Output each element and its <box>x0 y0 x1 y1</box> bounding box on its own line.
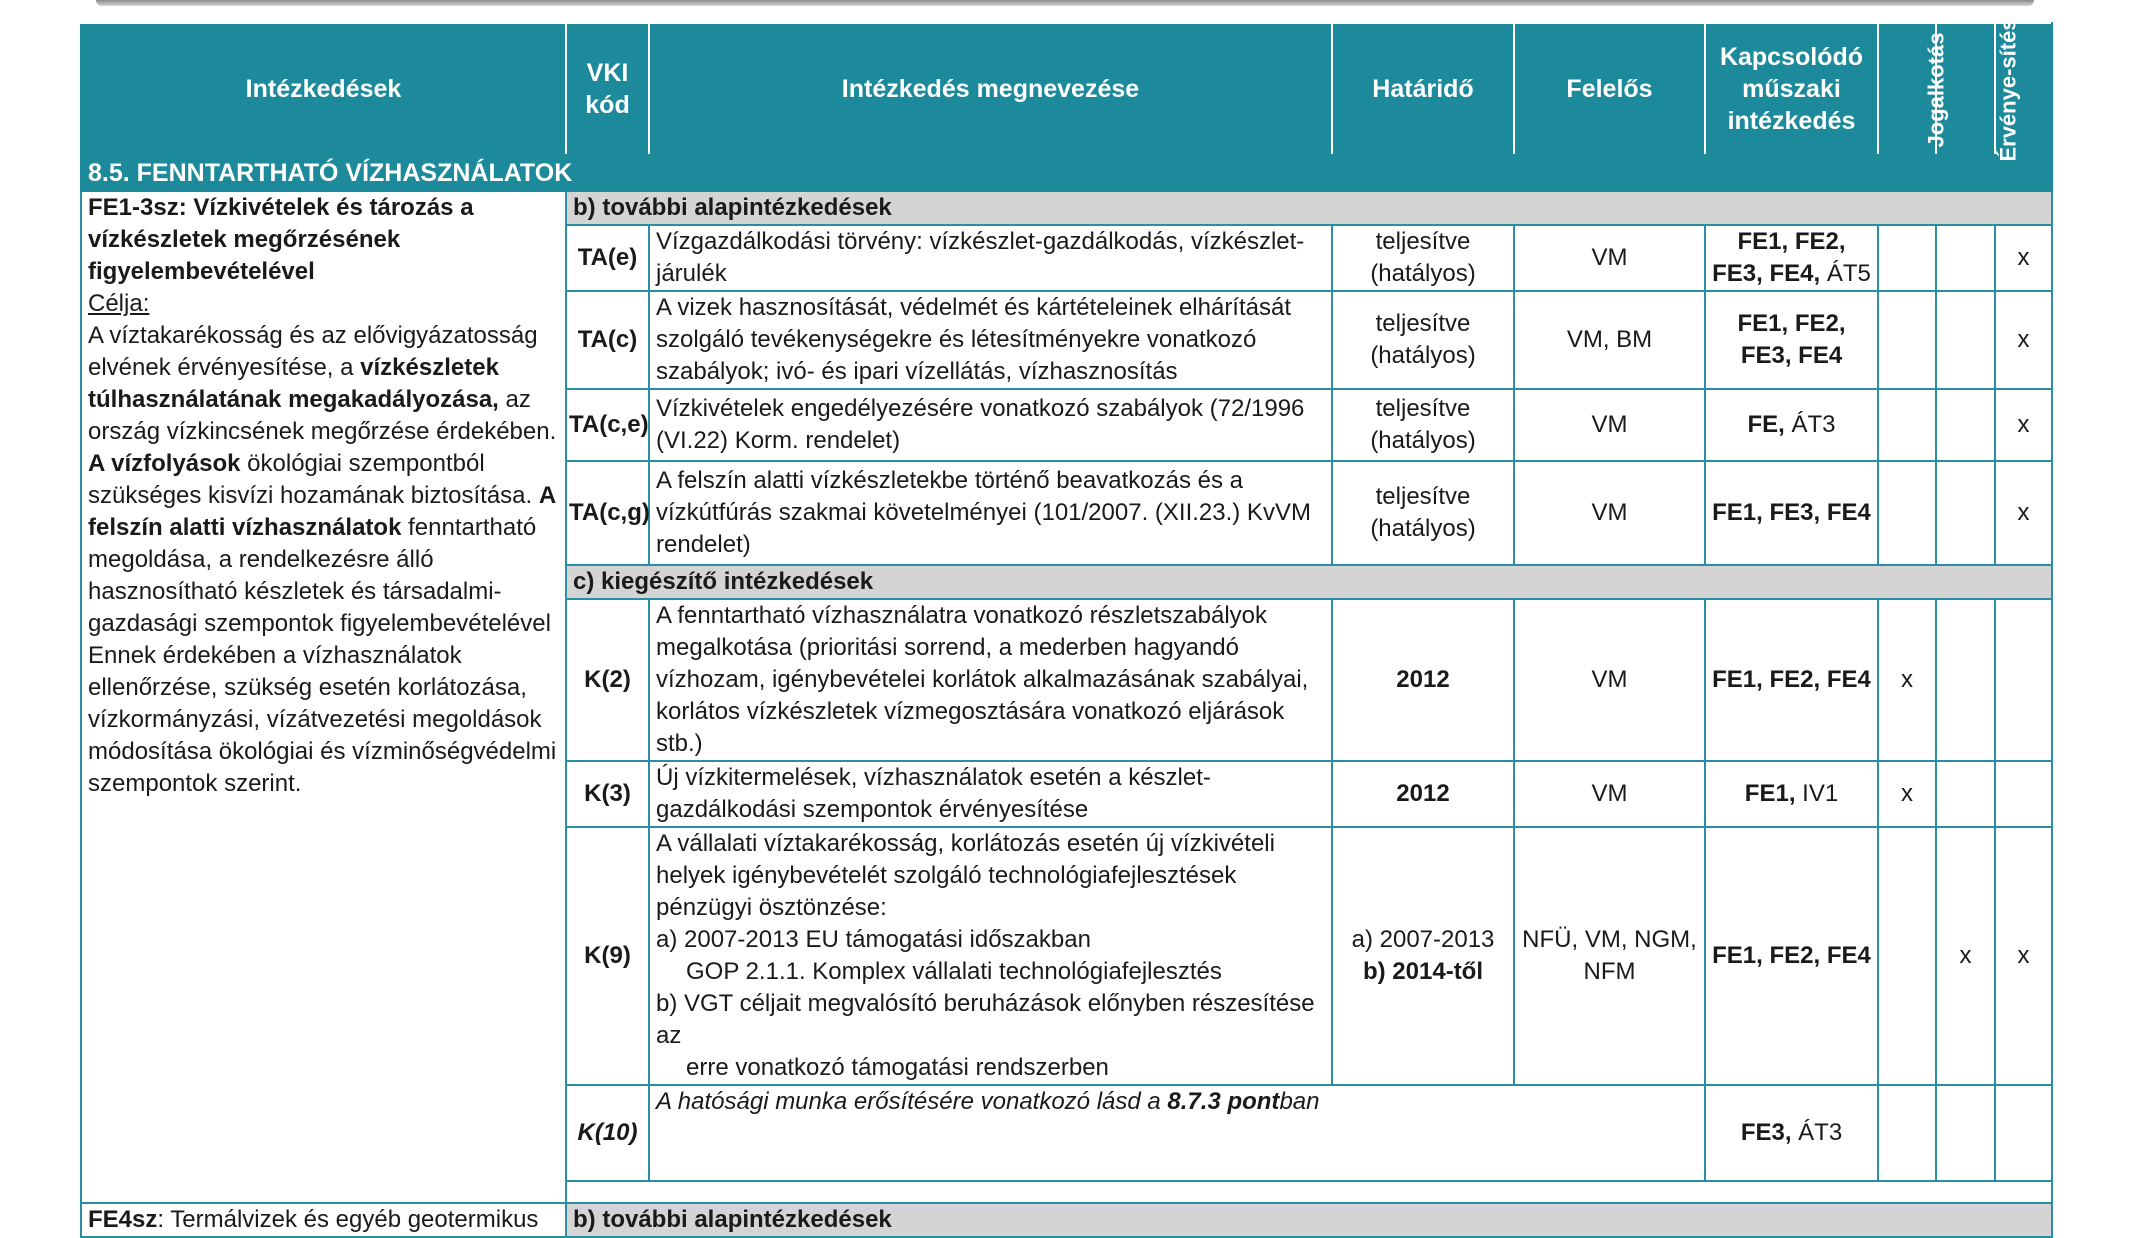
row-enforcement-mark <box>1936 291 1995 389</box>
row-code: K(10) <box>566 1085 649 1181</box>
row-technical: FE1, FE2, FE4 <box>1705 827 1878 1085</box>
k9-item-b-detail: erre vonatkozó támogatási rendszerben <box>686 1054 1109 1081</box>
row-technical: FE1, FE3, FE4 <box>1705 461 1878 565</box>
k9-item-a: a) 2007-2013 EU támogatási időszakban <box>656 926 1091 953</box>
row-code: TA(c) <box>566 291 649 389</box>
k9-intro: A vállalati víztakarékosság, korlátozás esetén új vízkivételi helyek igénybevételét szolgáló technológiafejlesztések pénzügyi ösztönzése: <box>656 830 1275 921</box>
row-code: K(9) <box>566 827 649 1085</box>
left-text-3: ökológiai szempontból szükséges kisvízi hozamának biztosítása. <box>88 450 539 509</box>
row-deadline: 2012 <box>1332 599 1514 761</box>
group-b-row <box>81 191 2052 225</box>
row-technical: FE1, FE2, FE3, FE4 <box>1705 291 1878 389</box>
group-c-label: c) kiegészítő intézkedések <box>566 565 2052 599</box>
left-text-2: az ország vízkincsének megőrzése érdekében. <box>88 386 557 445</box>
left-bold-2: A vízfolyások <box>88 450 241 477</box>
row-responsible: VM <box>1514 389 1705 461</box>
row-responsible: VM <box>1514 461 1705 565</box>
row-legislation-mark <box>1878 461 1936 565</box>
measures-table <box>80 18 2075 1238</box>
row-implementation-mark: x <box>1995 389 2052 461</box>
row-responsible: NFÜ, VM, NGM, NFM <box>1514 827 1705 1085</box>
row-description: A vizek hasznosítását, védelmét és kártételeinek elhárítását szolgáló tevékenységekre és létesítményekre vonatkozó szabályok; ivó- és ipari vízellátás, vízhasznosítás <box>649 291 1332 389</box>
row-implementation-mark <box>1995 761 2052 827</box>
header-related-technical: Kapcsolódó műszaki intézkedés <box>1705 23 1878 155</box>
row-description: A fenntartható vízhasználatra vonatkozó részletszabályok megalkotása (prioritási sorrend, a mederben hagyandó vízhozam, igénybevételei korlátok alkalmazásának szabályai, korlátos vízkészletek vízmegosztására vonatkozó eljárások stb.) <box>649 599 1332 761</box>
spacer-cell <box>566 1181 2052 1193</box>
row-code: TA(c,g) <box>566 461 649 565</box>
header-deadline: Határidő <box>1332 23 1514 155</box>
row-implementation-mark: x <box>1995 827 2052 1085</box>
row-enforcement-mark <box>1936 225 1995 291</box>
header-measures: Intézkedések <box>81 23 566 155</box>
header-legislation: Jogalkotás <box>1878 23 1936 155</box>
header-row <box>81 23 2052 155</box>
row-responsible: VM <box>1514 599 1705 761</box>
row-legislation-mark <box>1878 291 1936 389</box>
k9-item-a-detail: GOP 2.1.1. Komplex vállalati technológiafejlesztés <box>686 958 1222 985</box>
header-implementation: Végre-hajtás <box>1995 23 2052 155</box>
row-deadline: teljesítve (hatályos) <box>1332 461 1514 565</box>
row-responsible: VM <box>1514 225 1705 291</box>
k9-item-b: b) VGT céljait megvalósító beruházások előnyben részesítése az <box>656 990 1315 1049</box>
row-code: K(2) <box>566 599 649 761</box>
row-deadline: teljesítve (hatályos) <box>1332 225 1514 291</box>
left-bold-3: A felszín alatti vízhasználatok <box>88 482 556 541</box>
row-legislation-mark: x <box>1878 761 1936 827</box>
row-legislation-mark <box>1878 225 1936 291</box>
row-code: TA(c,e) <box>566 389 649 461</box>
left-text-1: A víztakarékosság és az elővigyázatosság elvének érvényesítése, a <box>88 322 538 381</box>
row-code: TA(e) <box>566 225 649 291</box>
row-code: K(3) <box>566 761 649 827</box>
row-implementation-mark: x <box>1995 461 2052 565</box>
left-text-4: fenntartható megoldása, a rendelkezésre álló hasznosítható készletek és társadalmi-gazdasági szempontok figyelembevételével Ennek érdekében a vízhasználatok ellenőrzése, szükség esetén korlátozása, vízkormányzási, vízátvezetési megoldások módosítása ökológiai és vízminőségvédelmi szempontok szerint. <box>88 514 557 797</box>
left-description <box>81 191 566 1203</box>
header-vki-code: VKI kód <box>566 23 649 155</box>
row-enforcement-mark <box>1936 389 1995 461</box>
row-technical: FE3, ÁT3 <box>1705 1085 1878 1181</box>
bottom-row <box>81 1203 2052 1237</box>
row-enforcement-mark <box>1936 461 1995 565</box>
header-enforcement: Érvénye-sítés <box>1936 23 1995 155</box>
row-deadline: teljesítve (hatályos) <box>1332 389 1514 461</box>
left-goal-label: Célja: <box>88 290 150 317</box>
row-implementation-mark <box>1995 1085 2052 1181</box>
left-title: FE1-3sz: Vízkivételek és tározás a vízkészletek megőrzésének figyelembevételével <box>88 194 474 285</box>
section-row <box>81 155 2052 191</box>
row-enforcement-mark <box>1936 761 1995 827</box>
row-description: A hatósági munka erősítésére vonatkozó lásd a 8.7.3 pontban <box>649 1085 1705 1181</box>
row-legislation-mark <box>1878 1085 1936 1181</box>
row-deadline: 2012 <box>1332 761 1514 827</box>
row-implementation-mark <box>1995 599 2052 761</box>
row-technical: FE, ÁT3 <box>1705 389 1878 461</box>
top-shadow-bar <box>96 0 2034 6</box>
row-responsible: VM <box>1514 761 1705 827</box>
section-title: 8.5. FENNTARTHATÓ VÍZHASZNÁLATOK <box>81 155 2052 191</box>
row-responsible: VM, BM <box>1514 291 1705 389</box>
row-description: Új vízkitermelések, vízhasználatok esetén a készlet-gazdálkodási szempontok érvényesítése <box>649 761 1332 827</box>
row-technical: FE1, IV1 <box>1705 761 1878 827</box>
row-implementation-mark: x <box>1995 225 2052 291</box>
row-legislation-mark: x <box>1878 599 1936 761</box>
left-bold-1: vízkészletek túlhasználatának megakadályozása, <box>88 354 499 413</box>
row-deadline: a) 2007-2013 b) 2014-től <box>1332 827 1514 1085</box>
row-description <box>649 827 1332 1085</box>
bottom-left: FE4sz: Termálvizek és egyéb geotermikus <box>81 1203 566 1237</box>
row-deadline: teljesítve (hatályos) <box>1332 291 1514 389</box>
bottom-group-label: b) további alapintézkedések <box>566 1203 2052 1237</box>
header-measure-name: Intézkedés megnevezése <box>649 23 1332 155</box>
row-enforcement-mark: x <box>1936 827 1995 1085</box>
row-description: Vízkivételek engedélyezésére vonatkozó szabályok (72/1996 (VI.22) Korm. rendelet) <box>649 389 1332 461</box>
row-description: A felszín alatti vízkészletekbe történő beavatkozás és a vízkútfúrás szakmai követelményei (101/2007. (XII.23.) KvVM rendelet) <box>649 461 1332 565</box>
row-enforcement-mark <box>1936 599 1995 761</box>
row-legislation-mark <box>1878 827 1936 1085</box>
row-description: Vízgazdálkodási törvény: vízkészlet-gazdálkodás, vízkészlet-járulék <box>649 225 1332 291</box>
group-b-label: b) további alapintézkedések <box>566 191 2052 225</box>
header-responsible: Felelős <box>1514 23 1705 155</box>
spacer-cell <box>566 1193 2052 1203</box>
row-enforcement-mark <box>1936 1085 1995 1181</box>
row-implementation-mark: x <box>1995 291 2052 389</box>
row-technical: FE1, FE2, FE4 <box>1705 599 1878 761</box>
row-technical: FE1, FE2, FE3, FE4, ÁT5 <box>1705 225 1878 291</box>
row-legislation-mark <box>1878 389 1936 461</box>
measures-table-frame <box>80 18 2075 1238</box>
